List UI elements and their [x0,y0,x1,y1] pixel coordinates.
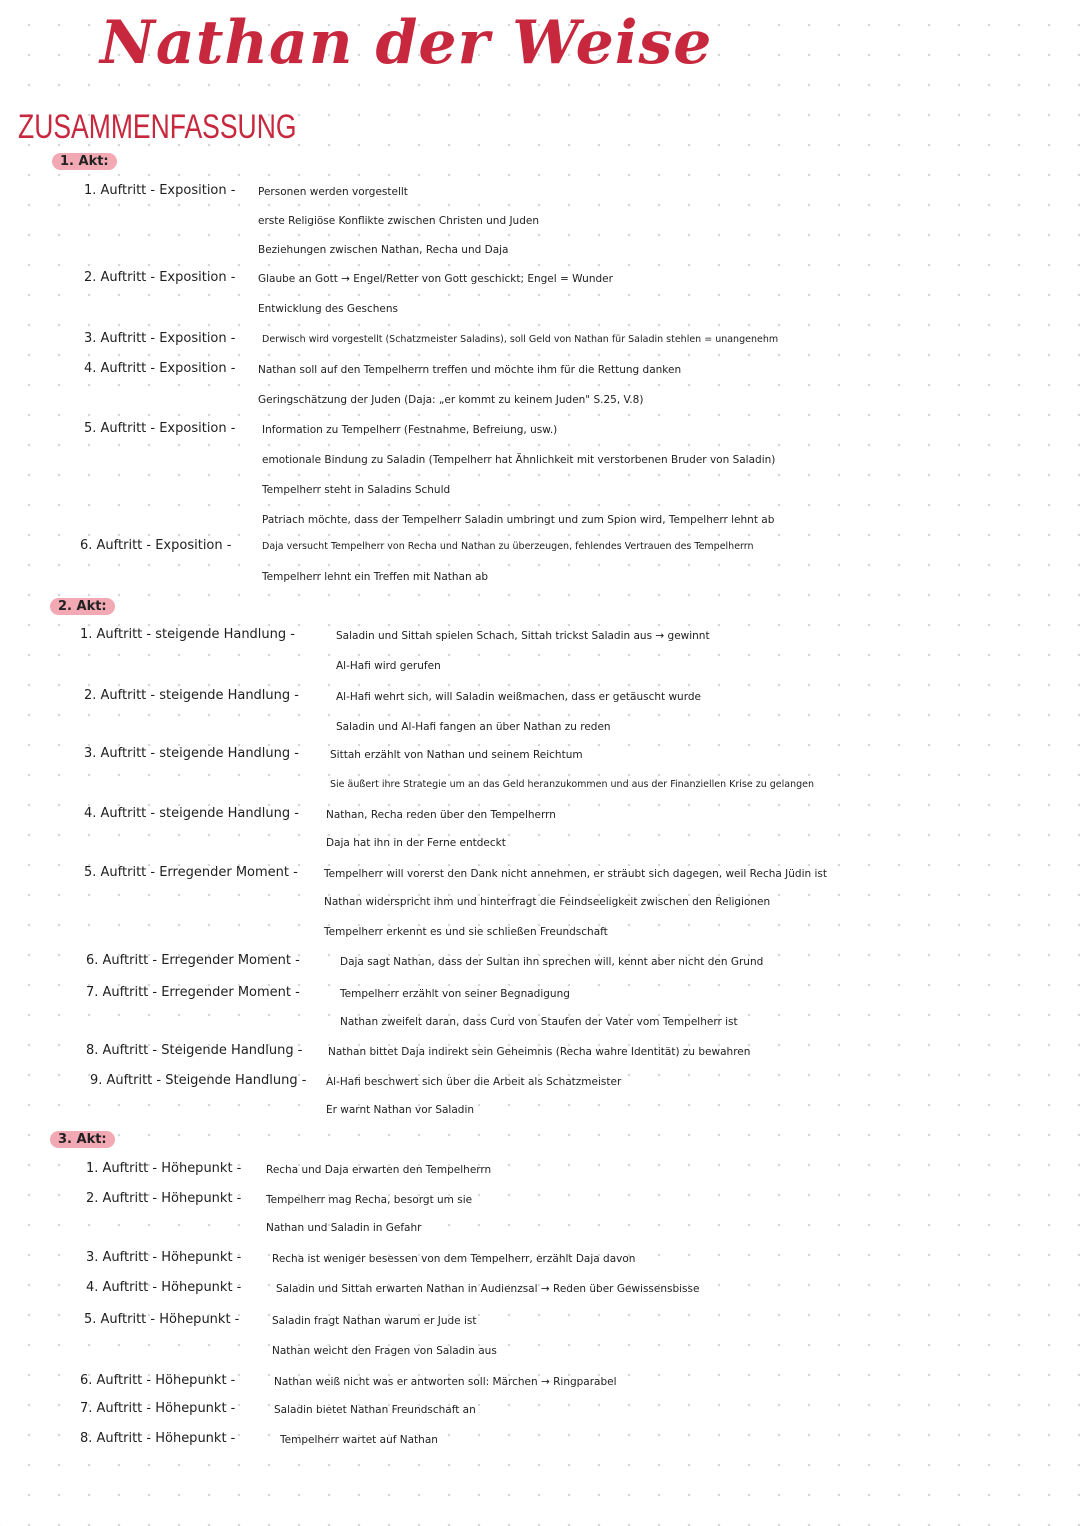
scene-label: 5. Auftritt - Erregender Moment - [84,865,298,880]
page-title: Nathan der Weise [100,8,713,78]
scene-note: Al-Hafi wehrt sich, will Saladin weißmachen, dass er getäuscht wurde [336,691,701,703]
scene-note: Derwisch wird vorgestellt (Schatzmeister Saladins), soll Geld von Nathan für Saladin stehlen = unangenehm [262,334,779,345]
scene-label: 3. Auftritt - Exposition - [84,331,236,346]
scene-label: 8. Auftritt - Steigende Handlung - [86,1043,303,1058]
scene-note: Geringschätzung der Juden (Daja: „er kommt zu keinem Juden" S.25, V.8) [258,394,644,406]
scene-note: Information zu Tempelherr (Festnahme, Befreiung, usw.) [262,424,558,436]
scene-note: Personen werden vorgestellt [258,186,408,198]
scene-label: 2. Auftritt - Höhepunkt - [86,1191,242,1206]
scene-label: 1. Auftritt - Exposition - [84,183,236,198]
scene-label: 4. Auftritt - Exposition - [84,361,236,376]
scene-label: 6. Auftritt - Erregender Moment - [86,953,300,968]
act-heading: 3. Akt: [50,1131,115,1148]
scene-note: Patriach möchte, dass der Tempelherr Saladin umbringt und zum Spion wird, Tempelherr lehnt ab [262,514,775,526]
scene-note: Nathan zweifelt daran, dass Curd von Staufen der Vater vom Tempelherr ist [340,1016,738,1028]
scene-note: Recha ist weniger besessen von dem Tempelherr, erzählt Daja davon [272,1253,636,1265]
scene-note: Tempelherr erzählt von seiner Begnadigung [340,988,570,1000]
scene-note: Saladin und Al-Hafi fangen an über Nathan zu reden [336,721,611,733]
scene-label: 4. Auftritt - Höhepunkt - [86,1280,242,1295]
scene-note: Al-Hafi wird gerufen [336,660,441,672]
scene-note: Daja hat ihn in der Ferne entdeckt [326,837,506,849]
scene-label: 1. Auftritt - steigende Handlung - [80,627,295,642]
scene-note: Daja versucht Tempelherr von Recha und Nathan zu überzeugen, fehlendes Vertrauen des Tempelherrn [262,541,754,552]
scene-note: Tempelherr mag Recha, besorgt um sie [266,1194,473,1206]
scene-note: Nathan soll auf den Tempelherrn treffen und möchte ihm für die Rettung danken [258,364,682,376]
scene-note: Nathan weiß nicht was er antworten soll: Märchen → Ringparabel [274,1376,617,1388]
scene-note: Tempelherr lehnt ein Treffen mit Nathan ab [262,571,489,583]
scene-note: Nathan weicht den Fragen von Saladin aus [272,1345,497,1357]
scene-label: 8. Auftritt - Höhepunkt - [80,1431,236,1446]
scene-label: 7. Auftritt - Erregender Moment - [86,985,300,1000]
scene-label: 9. Auftritt - Steigende Handlung - [90,1073,307,1088]
scene-note: Beziehungen zwischen Nathan, Recha und Daja [258,244,509,256]
scene-label: 5. Auftritt - Exposition - [84,421,236,436]
scene-note: Saladin bietet Nathan Freundschaft an [274,1404,476,1416]
scene-note: Al-Hafi beschwert sich über die Arbeit als Schatzmeister [326,1076,622,1088]
scene-note: Nathan und Saladin in Gefahr [266,1222,422,1234]
act-heading: 2. Akt: [50,598,115,615]
page-subtitle: ZUSAMMENFASSUNG [18,108,297,146]
scene-label: 2. Auftritt - Exposition - [84,270,236,285]
scene-note: emotionale Bindung zu Saladin (Tempelherr hat Ähnlichkeit mit verstorbenen Bruder von Saladin) [262,454,776,466]
scene-note: Tempelherr wartet auf Nathan [280,1434,438,1446]
scene-label: 3. Auftritt - steigende Handlung - [84,746,299,761]
scene-note: Saladin und Sittah erwarten Nathan in Audienzsal → Reden über Gewissensbisse [276,1283,700,1295]
scene-note: Tempelherr steht in Saladins Schuld [262,484,451,496]
scene-note: Sie äußert ihre Strategie um an das Geld heranzukommen und aus der Finanziellen Krise zu gelangen [330,779,815,790]
scene-note: Nathan, Recha reden über den Tempelherrn [326,809,556,821]
scene-note: Sittah erzählt von Nathan und seinem Reichtum [330,749,583,761]
scene-label: 5. Auftritt - Höhepunkt - [84,1312,240,1327]
scene-note: Tempelherr erkennt es und sie schließen Freundschaft [324,926,608,938]
scene-note: Daja sagt Nathan, dass der Sultan ihn sprechen will, kennt aber nicht den Grund [340,956,764,968]
scene-note: Entwicklung des Geschens [258,303,399,315]
act-heading: 1. Akt: [52,153,117,170]
scene-note: Nathan widerspricht ihm und hinterfragt die Feindseeligkeit zwischen den Religionen [324,896,771,908]
scene-note: Nathan bittet Daja indirekt sein Geheimnis (Recha wahre Identität) zu bewahren [328,1046,751,1058]
scene-note: Tempelherr will vorerst den Dank nicht annehmen, er sträubt sich dagegen, weil Recha Jüdin ist [324,868,828,880]
scene-label: 1. Auftritt - Höhepunkt - [86,1161,242,1176]
scene-label: 7. Auftritt - Höhepunkt - [80,1401,236,1416]
scene-note: Recha und Daja erwarten den Tempelherrn [266,1164,492,1176]
scene-note: Er warnt Nathan vor Saladin [326,1104,475,1116]
scene-note: Saladin fragt Nathan warum er Jude ist [272,1315,477,1327]
scene-label: 6. Auftritt - Exposition - [80,538,232,553]
scene-label: 3. Auftritt - Höhepunkt - [86,1250,242,1265]
scene-note: Saladin und Sittah spielen Schach, Sittah trickst Saladin aus → gewinnt [336,630,710,642]
scene-label: 6. Auftritt - Höhepunkt - [80,1373,236,1388]
scene-label: 2. Auftritt - steigende Handlung - [84,688,299,703]
scene-note: erste Religiöse Konflikte zwischen Christen und Juden [258,215,539,227]
scene-note: Glaube an Gott → Engel/Retter von Gott geschickt; Engel = Wunder [258,273,613,285]
scene-label: 4. Auftritt - steigende Handlung - [84,806,299,821]
